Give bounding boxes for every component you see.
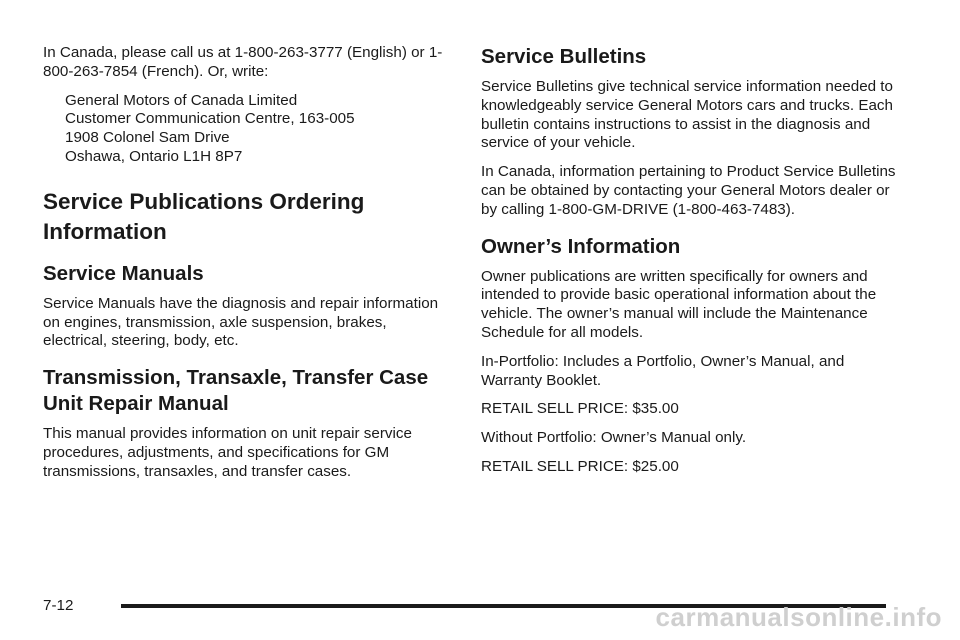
transmission-manual-text: This manual provides information on unit repair service procedures, adjustments, and specifications for GM transmissions, transaxles, and transfer cases.	[43, 425, 412, 480]
address-line: Oshawa, Ontario L1H 8P7	[65, 147, 243, 165]
page-number: 7-12	[43, 597, 74, 614]
mailing-address	[65, 92, 443, 167]
without-portfolio-price: RETAIL SELL PRICE: $25.00	[481, 457, 679, 475]
site-watermark: carmanualsonline.info	[655, 602, 942, 632]
owners-information-heading: Owner’s Information	[481, 234, 681, 258]
owners-information-text: Owner publications are written specifically for owners and intended to provide basic operational information about the vehicle. The owner’s manual will include the Maintenance Schedule for all models.	[481, 267, 877, 341]
address-line: 1908 Colonel Sam Drive	[65, 129, 230, 147]
service-bulletins-text: Service Bulletins give technical service information needed to knowledgeably service General Motors cars and trucks. Each bulletin contains instructions to assist in the diagnosis and service of your vehicle.	[481, 78, 893, 152]
address-line: Customer Communication Centre, 163-005	[65, 110, 355, 128]
transmission-manual-heading: Transmission, Transaxle, Transfer Case Unit Repair Manual	[43, 366, 429, 416]
in-portfolio-price: RETAIL SELL PRICE: $35.00	[481, 400, 679, 418]
service-manuals-text: Service Manuals have the diagnosis and repair information on engines, transmission, axle suspension, brakes, electrical, steering, body, etc.	[43, 294, 439, 350]
canada-bulletins-text: In Canada, information pertaining to Product Service Bulletins can be obtained by contacting your General Motors dealer or by calling 1-800-GM-DRIVE (1-800-463-7483).	[481, 163, 896, 218]
service-manuals-heading: Service Manuals	[43, 261, 204, 285]
right-column	[481, 44, 901, 487]
left-column	[43, 44, 443, 492]
canada-contact-text: In Canada, please call us at 1-800-263-3777 (English) or 1-800-263-7854 (French). Or, write:	[43, 44, 443, 80]
service-publications-heading: Service Publications Ordering Information	[43, 188, 365, 244]
without-portfolio-text: Without Portfolio: Owner’s Manual only.	[481, 429, 747, 447]
service-bulletins-heading: Service Bulletins	[481, 45, 647, 68]
in-portfolio-text: In-Portfolio: Includes a Portfolio, Owner’s Manual, and Warranty Booklet.	[481, 352, 845, 389]
address-line: General Motors of Canada Limited	[65, 91, 298, 109]
